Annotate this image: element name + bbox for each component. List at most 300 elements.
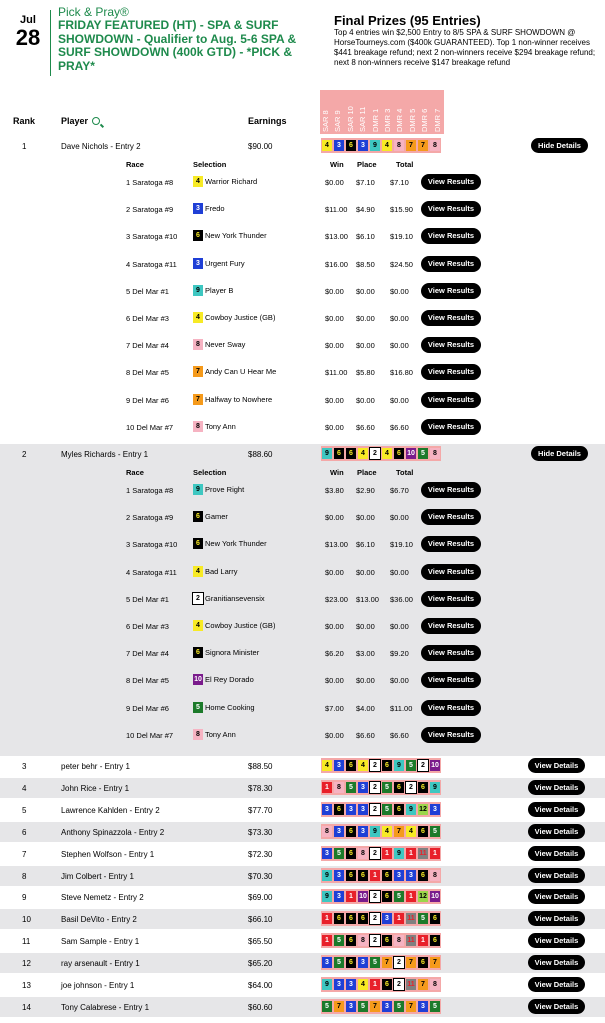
horse-name: New York Thunder [205, 231, 267, 241]
player-name[interactable]: Anthony Spinazzola - Entry 2 [61, 827, 165, 837]
view-details-button[interactable]: View Details [528, 911, 585, 926]
detail-win: $11.00 [325, 205, 348, 215]
detail-place: $0.00 [356, 567, 375, 577]
post-position-badge: 9 [370, 826, 380, 837]
horse-name: Warrior Richard [205, 177, 258, 186]
view-details-button[interactable]: View Details [528, 977, 585, 992]
horse-name: Halfway to Nowhere [205, 394, 273, 404]
detail-row [0, 228, 605, 244]
detail-header-selection: Selection [193, 468, 227, 477]
view-results-button[interactable]: View Results [421, 201, 481, 217]
detail-race: 1 Saratoga #8 [126, 486, 174, 495]
view-details-button[interactable]: View Details [528, 889, 585, 904]
post-position-badge: 8 [358, 935, 368, 946]
view-results-button[interactable]: View Results [421, 564, 481, 580]
post-position-badge: 3 [358, 957, 368, 968]
view-results-button[interactable]: View Results [421, 419, 481, 435]
post-position-badge: 3 [322, 848, 332, 859]
view-details-button[interactable]: View Details [528, 780, 585, 795]
post-position-badge: 8 [430, 448, 440, 459]
horse-name: New York Thunder [205, 539, 267, 549]
post-position-badge: 9 [193, 484, 203, 495]
detail-header-win: Win [330, 160, 344, 169]
detail-row [0, 672, 605, 688]
rank-value: 2 [22, 450, 27, 459]
player-name[interactable]: Sam Sample - Entry 1 [61, 937, 140, 947]
post-position-badge: 4 [406, 826, 416, 837]
detail-race: 2 Saratoga #9 [126, 205, 174, 215]
post-position-badge: 8 [358, 848, 368, 859]
post-position-badge: 6 [394, 448, 404, 459]
detail-header-race: Race [126, 160, 144, 169]
detail-selection [193, 484, 244, 495]
detail-win: $16.00 [325, 259, 348, 269]
rank-value: 3 [22, 762, 27, 771]
view-results-button[interactable]: View Results [421, 645, 481, 661]
view-results-button[interactable]: View Results [421, 337, 481, 353]
player-name[interactable]: Steve Nemetz - Entry 2 [61, 893, 144, 903]
view-results-button[interactable]: View Results [421, 256, 481, 272]
view-results-button[interactable]: View Results [421, 310, 481, 326]
detail-win: $3.80 [325, 486, 344, 495]
post-position-badge: 5 [418, 448, 428, 459]
view-results-button[interactable]: View Results [421, 283, 481, 299]
detail-win: $0.00 [325, 422, 344, 432]
post-position-badge: 6 [430, 913, 440, 924]
post-position-badge: 3 [334, 870, 344, 881]
post-position-badge: 10 [407, 450, 415, 457]
post-position-badge: 7 [370, 1001, 380, 1012]
detail-race: 7 Del Mar #4 [126, 341, 169, 351]
detail-race: 3 Saratoga #10 [126, 540, 178, 550]
leaderboard-row[interactable] [0, 824, 605, 844]
detail-race: 1 Saratoga #8 [126, 178, 174, 187]
post-position-badge: 5 [193, 702, 203, 713]
post-position-badge: 5 [382, 782, 392, 793]
post-position-badge: 6 [346, 140, 356, 151]
detail-header-race: Race [126, 468, 144, 477]
post-position-badge: 6 [346, 957, 356, 968]
rank-value: 4 [22, 783, 27, 793]
post-position-badge: 5 [322, 1001, 332, 1012]
race-column-label: DMR 6 [420, 108, 430, 132]
selection-badges [321, 868, 441, 883]
detail-race: 6 Del Mar #3 [126, 314, 169, 323]
contest-title: FRIDAY FEATURED (HT) - SPA & SURF SHOWDOWN - Qualifier to Aug. 5-6 SPA & SURF SHOWDOWN (400k GTD) - *PICK & PRAY* [58, 18, 297, 73]
view-results-button[interactable]: View Results [421, 536, 481, 552]
detail-row [0, 392, 605, 408]
detail-selection [193, 702, 255, 713]
view-details-button[interactable]: View Details [528, 955, 585, 970]
post-position-badge: 9 [394, 760, 404, 771]
earnings-value: $88.60 [248, 450, 273, 459]
horse-name: Urgent Fury [205, 258, 245, 268]
race-column-label: DMR 4 [395, 108, 405, 132]
player-name[interactable]: Basil DeVito - Entry 2 [61, 915, 137, 925]
race-column-label: DMR 5 [407, 108, 417, 132]
view-results-button[interactable]: View Results [421, 509, 481, 525]
post-position-badge: 6 [334, 913, 344, 924]
detail-header-total: Total [396, 160, 414, 169]
player-name[interactable]: Lawrence Kahlden - Entry 2 [61, 805, 160, 815]
view-results-button[interactable]: View Results [421, 482, 481, 498]
detail-place: $4.90 [356, 205, 375, 215]
earnings-value: $72.30 [248, 849, 273, 859]
post-position-badge: 8 [334, 782, 344, 793]
leaderboard-row[interactable] [0, 868, 605, 888]
post-position-badge: 8 [394, 935, 404, 946]
detail-header-selection: Selection [193, 160, 227, 169]
race-column-label: SAR 11 [358, 106, 368, 132]
post-position-badge: 4 [193, 176, 203, 187]
rank-value: 8 [22, 871, 27, 881]
detail-total: $19.10 [390, 232, 413, 242]
detail-row [0, 727, 605, 743]
post-position-badge: 3 [346, 1001, 356, 1012]
race-column-label: SAR 9 [333, 110, 343, 132]
post-position-badge: 6 [358, 870, 368, 881]
detail-race: 7 Del Mar #4 [126, 649, 169, 659]
player-header[interactable] [61, 116, 100, 126]
post-position-badge: 3 [430, 804, 440, 815]
view-details-button[interactable]: View Details [528, 824, 585, 839]
horse-name: Tony Ann [205, 421, 236, 431]
detail-selection [193, 620, 275, 631]
post-position-badge: 6 [346, 913, 356, 924]
post-position-badge: 5 [358, 1001, 368, 1012]
leaderboard-row[interactable] [0, 955, 605, 975]
detail-row [0, 618, 605, 634]
post-position-badge: 9 [322, 870, 332, 881]
detail-race: 9 Del Mar #6 [126, 395, 169, 405]
post-position-badge: 3 [346, 979, 356, 990]
detail-total: $6.60 [390, 730, 409, 740]
selection-badges [321, 758, 441, 773]
leaderboard-row[interactable] [0, 758, 605, 778]
horse-name: Home Cooking [205, 702, 255, 712]
horse-name: Granitiansevensix [205, 593, 265, 603]
post-position-badge: 4 [193, 566, 203, 577]
detail-total: $9.20 [390, 649, 409, 659]
detail-row [0, 337, 605, 353]
post-position-badge: 2 [394, 957, 404, 968]
horse-name: Cowboy Justice (GB) [205, 621, 276, 630]
detail-selection [193, 593, 265, 604]
post-position-badge: 2 [406, 782, 416, 793]
detail-race: 4 Saratoga #11 [126, 259, 177, 269]
post-position-badge: 3 [406, 870, 416, 881]
detail-win: $7.00 [325, 703, 344, 713]
detail-win: $0.00 [325, 622, 344, 631]
leaderboard-row[interactable] [0, 889, 605, 909]
leaderboard-row[interactable] [0, 977, 605, 997]
detail-race: 2 Saratoga #9 [126, 513, 174, 523]
post-position-badge: 6 [382, 935, 392, 946]
post-position-badge: 6 [346, 448, 356, 459]
post-position-badge: 7 [334, 1001, 344, 1012]
earnings-header: Earnings [248, 116, 287, 126]
detail-selection [193, 203, 225, 214]
player-name[interactable]: Tony Calabrese - Entry 1 [61, 1002, 150, 1012]
view-results-button[interactable]: View Results [421, 174, 481, 190]
detail-selection [193, 394, 272, 405]
post-position-badge: 9 [322, 448, 332, 459]
post-position-badge: 6 [346, 848, 356, 859]
horse-name: Prove Right [205, 485, 245, 494]
selection-badges [321, 955, 441, 970]
detail-win: $0.00 [325, 567, 344, 577]
post-position-badge: 2 [370, 448, 380, 459]
post-position-badge: 11 [419, 849, 427, 857]
player-name[interactable]: ray arsenault - Entry 1 [61, 959, 140, 969]
detail-total: $0.00 [390, 676, 409, 686]
post-position-badge: 9 [394, 848, 404, 859]
view-results-button[interactable]: View Results [421, 591, 481, 607]
horse-name: Tony Ann [205, 729, 236, 739]
post-position-badge: 4 [193, 312, 203, 323]
post-position-badge: 9 [193, 285, 203, 296]
post-position-badge: 11 [407, 981, 415, 988]
post-position-badge: 4 [382, 140, 392, 151]
player-name[interactable]: Myles Richards - Entry 1 [61, 450, 149, 459]
contest-title-box [58, 6, 313, 73]
detail-place: $6.60 [356, 730, 375, 740]
selection-badges [321, 780, 441, 795]
detail-race: 5 Del Mar #1 [126, 594, 169, 604]
earnings-value: $64.00 [248, 981, 273, 990]
detail-total: $24.50 [390, 259, 413, 269]
event-month: Jul [20, 14, 36, 26]
detail-selection [193, 674, 254, 685]
post-position-badge: 5 [370, 957, 380, 968]
detail-race: 8 Del Mar #5 [126, 368, 169, 378]
post-position-badge: 5 [334, 957, 344, 968]
post-position-badge: 10 [194, 676, 202, 684]
detail-win: $0.00 [325, 730, 344, 740]
post-position-badge: 5 [382, 804, 392, 815]
race-columns-header [320, 90, 444, 134]
contest-subtitle: Pick & Pray® [58, 5, 129, 19]
post-position-badge: 6 [382, 870, 392, 881]
post-position-badge: 4 [358, 448, 368, 459]
detail-win: $0.00 [325, 395, 344, 405]
post-position-badge: 6 [382, 891, 392, 902]
detail-race: 10 Del Mar #7 [126, 730, 174, 740]
player-name[interactable]: Jim Colbert - Entry 1 [61, 871, 134, 881]
detail-row [0, 364, 605, 380]
post-position-badge: 5 [406, 760, 416, 771]
post-position-badge: 11 [407, 915, 415, 923]
detail-total: $36.00 [390, 594, 413, 604]
view-results-button[interactable]: View Results [421, 392, 481, 408]
hide-details-button[interactable]: Hide Details [531, 138, 588, 153]
detail-total: $16.80 [390, 368, 413, 378]
view-results-button[interactable]: View Results [421, 727, 481, 743]
earnings-value: $88.50 [248, 762, 273, 771]
post-position-badge: 6 [346, 760, 356, 771]
detail-place: $3.00 [356, 649, 375, 659]
post-position-badge: 6 [193, 511, 203, 522]
prize-info [334, 13, 602, 68]
post-position-badge: 2 [394, 979, 404, 990]
detail-total: $19.10 [390, 540, 413, 550]
post-position-badge: 6 [193, 230, 203, 241]
earnings-value: $69.00 [248, 893, 273, 903]
post-position-badge: 7 [406, 1001, 416, 1012]
detail-selection [193, 285, 233, 296]
detail-total: $0.00 [390, 567, 409, 577]
detail-selection [193, 258, 245, 269]
detail-total: $11.00 [390, 703, 413, 713]
player-name[interactable]: Dave Nichols - Entry 2 [61, 142, 141, 151]
post-position-badge: 4 [322, 760, 332, 771]
player-name[interactable]: joe johnson - Entry 1 [61, 981, 135, 990]
detail-race: 8 Del Mar #5 [126, 676, 169, 686]
post-position-badge: 9 [406, 804, 416, 815]
post-position-badge: 6 [334, 448, 344, 459]
leaderboard-row[interactable] [0, 138, 605, 158]
post-position-badge: 4 [322, 140, 332, 151]
post-position-badge: 8 [430, 870, 440, 881]
leaderboard-row[interactable] [0, 802, 605, 822]
post-position-badge: 3 [358, 140, 368, 151]
post-position-badge: 1 [394, 913, 404, 924]
post-position-badge: 7 [193, 394, 203, 405]
post-position-badge: 6 [346, 870, 356, 881]
post-position-badge: 7 [193, 366, 203, 377]
post-position-badge: 4 [382, 826, 392, 837]
post-position-badge: 1 [406, 891, 416, 902]
detail-total: $15.90 [390, 205, 413, 215]
hide-details-button[interactable]: Hide Details [531, 446, 588, 461]
detail-race: 3 Saratoga #10 [126, 232, 178, 242]
horse-name: Andy Can U Hear Me [205, 367, 277, 377]
post-position-badge: 10 [431, 893, 439, 901]
leaderboard-row[interactable] [0, 846, 605, 866]
post-position-badge: 6 [193, 647, 203, 658]
leaderboard-row[interactable] [0, 999, 605, 1019]
player-name[interactable]: peter behr - Entry 1 [61, 762, 130, 771]
detail-win: $13.00 [325, 232, 348, 242]
post-position-badge: 6 [382, 760, 392, 771]
post-position-badge: 1 [322, 935, 332, 946]
post-position-badge: 6 [418, 870, 428, 881]
view-results-button[interactable]: View Results [421, 364, 481, 380]
detail-race: 5 Del Mar #1 [126, 286, 169, 296]
leaderboard-row[interactable] [0, 911, 605, 931]
detail-total: $0.00 [390, 395, 409, 405]
detail-selection [193, 230, 267, 241]
post-position-badge: 3 [322, 804, 332, 815]
detail-header-total: Total [396, 468, 414, 477]
post-position-badge: 7 [394, 826, 404, 837]
view-results-button[interactable]: View Results [421, 228, 481, 244]
leaderboard-row[interactable] [0, 446, 605, 466]
earnings-value: $60.60 [248, 1002, 273, 1012]
detail-row [0, 482, 605, 498]
rank-header: Rank [13, 116, 36, 126]
post-position-badge: 7 [430, 957, 440, 968]
post-position-badge: 10 [431, 762, 439, 769]
detail-header-place: Place [357, 160, 377, 169]
post-position-badge: 6 [358, 913, 368, 924]
post-position-badge: 7 [406, 957, 416, 968]
earnings-value: $77.70 [248, 805, 273, 815]
view-details-button[interactable]: View Details [528, 802, 585, 817]
post-position-badge: 6 [418, 782, 428, 793]
view-details-button[interactable]: View Details [528, 758, 585, 773]
view-details-button[interactable]: View Details [528, 846, 585, 861]
post-position-badge: 5 [418, 913, 428, 924]
detail-place: $7.10 [356, 178, 375, 187]
post-position-badge: 6 [346, 935, 356, 946]
selection-badges [321, 999, 441, 1014]
detail-row [0, 201, 605, 217]
detail-win: $0.00 [325, 341, 344, 351]
detail-place: $0.00 [356, 676, 375, 686]
post-position-badge: 8 [430, 979, 440, 990]
detail-place: $6.10 [356, 232, 375, 242]
post-position-badge: 1 [406, 848, 416, 859]
post-position-badge: 3 [418, 1001, 428, 1012]
view-results-button[interactable]: View Results [421, 618, 481, 634]
detail-selection [193, 647, 259, 658]
prize-heading: Final Prizes (95 Entries) [334, 13, 481, 28]
leaderboard-row[interactable] [0, 780, 605, 800]
post-position-badge: 10 [359, 893, 367, 901]
post-position-badge: 8 [394, 140, 404, 151]
view-details-button[interactable]: View Details [528, 868, 585, 883]
rank-value: 11 [22, 937, 31, 947]
view-details-button[interactable]: View Details [528, 933, 585, 948]
rank-value: 6 [22, 827, 27, 837]
view-details-button[interactable]: View Details [528, 999, 585, 1014]
post-position-badge: 7 [418, 140, 428, 151]
search-icon[interactable] [92, 117, 100, 125]
post-position-badge: 8 [322, 826, 332, 837]
post-position-badge: 1 [370, 870, 380, 881]
post-position-badge: 4 [193, 620, 203, 631]
player-name[interactable]: John Rice - Entry 1 [61, 783, 130, 793]
player-name[interactable]: Stephen Wolfson - Entry 1 [61, 849, 155, 859]
selection-badges [321, 889, 441, 904]
view-results-button[interactable]: View Results [421, 672, 481, 688]
detail-row [0, 591, 605, 607]
prize-text: Top 4 entries win $2,500 Entry to 8/5 SPA & SURF SHOWDOWN @ HorseTourneys.com ($400k GUARANTEED). Top 1 non-winner receives $441 breakage refund; next 2 non-winners receive $294 breakage refund; next 8 non-winners receive $147 breakage refund [334, 28, 596, 67]
horse-name: Cowboy Justice (GB) [205, 313, 276, 322]
detail-total: $0.00 [390, 341, 409, 351]
earnings-value: $90.00 [248, 142, 273, 151]
post-position-badge: 7 [406, 140, 416, 151]
post-position-badge: 12 [419, 805, 427, 813]
leaderboard-row[interactable] [0, 933, 605, 953]
detail-win: $0.00 [325, 513, 344, 523]
detail-total: $0.00 [390, 286, 409, 296]
detail-win: $6.20 [325, 649, 344, 659]
post-position-badge: 1 [322, 782, 332, 793]
post-position-badge: 5 [346, 782, 356, 793]
post-position-badge: 3 [346, 804, 356, 815]
race-column-label: SAR 10 [345, 106, 355, 132]
detail-total: $0.00 [390, 314, 409, 323]
view-results-button[interactable]: View Results [421, 700, 481, 716]
detail-win: $13.00 [325, 540, 348, 550]
post-position-badge: 11 [407, 937, 415, 945]
post-position-badge: 1 [382, 848, 392, 859]
post-position-badge: 9 [322, 979, 332, 990]
detail-row [0, 536, 605, 552]
post-position-badge: 3 [358, 804, 368, 815]
